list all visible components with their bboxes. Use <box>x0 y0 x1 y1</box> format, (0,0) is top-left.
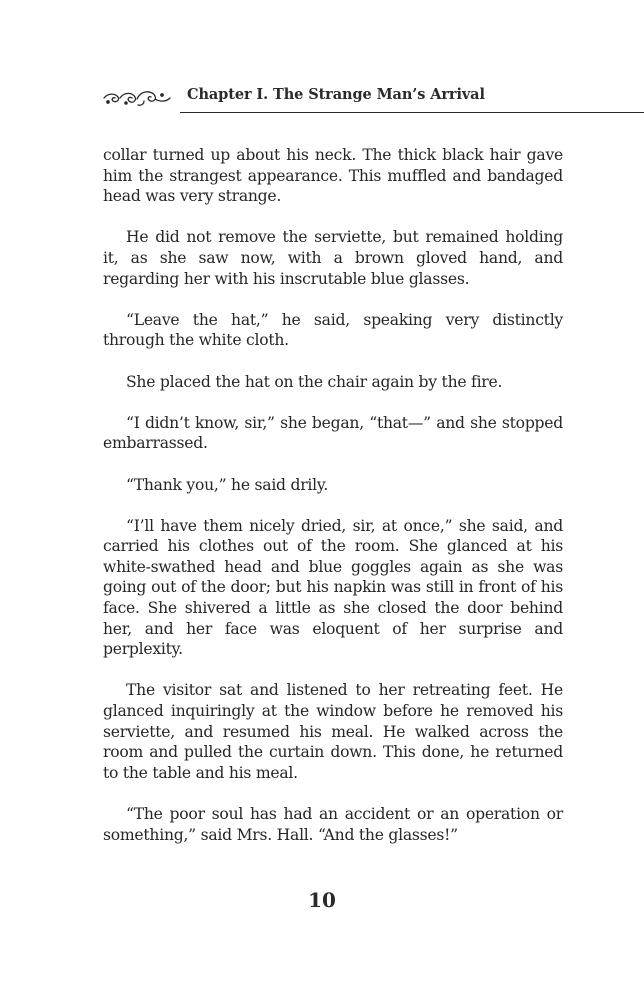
chapter-title: Chapter I. The Strange Man’s Arrival <box>187 86 485 103</box>
paragraph: “Leave the hat,” he said, speaking very distinctly through the white cloth. <box>103 310 563 350</box>
header-rule <box>180 112 644 113</box>
paragraph: “I’ll have them nicely dried, sir, at once,” she said, and carried his clothes out of the room. She glanced at his white-swathed head and blue goggles again as she was going out of the door; but his napkin was still in front of his face. She shivered a little as she closed the door behind her, and her face was eloquent of her surprise and perplexity. <box>103 516 563 659</box>
running-header <box>0 70 644 120</box>
paragraph: “The poor soul has had an accident or an operation or something,” said Mrs. Hall. “And the glasses!” <box>103 805 563 844</box>
paragraph: He did not remove the serviette, but remained holding it, as she saw now, with a brown gloved hand, and regarding her with his inscrutable blue glasses. <box>103 228 563 288</box>
flourish-ornament-icon <box>100 86 176 108</box>
paragraph: The visitor sat and listened to her retreating feet. He glanced inquiringly at the window before he removed his serviette, and resumed his meal. He walked across the room and pulled the curtain down. This done, he returned to the table and his meal. <box>103 681 563 782</box>
body-text <box>103 145 563 866</box>
page-number: 10 <box>308 888 336 912</box>
paragraph: She placed the hat on the chair again by the fire. <box>126 372 503 391</box>
paragraph: collar turned up about his neck. The thick black hair gave him the strangest appearance. This muffled and bandaged head was very strange. <box>103 146 563 206</box>
paragraph: “I didn’t know, sir,” she began, “that—” and she stopped embarrassed. <box>103 413 563 453</box>
paragraph: “Thank you,” he said drily. <box>126 475 329 494</box>
